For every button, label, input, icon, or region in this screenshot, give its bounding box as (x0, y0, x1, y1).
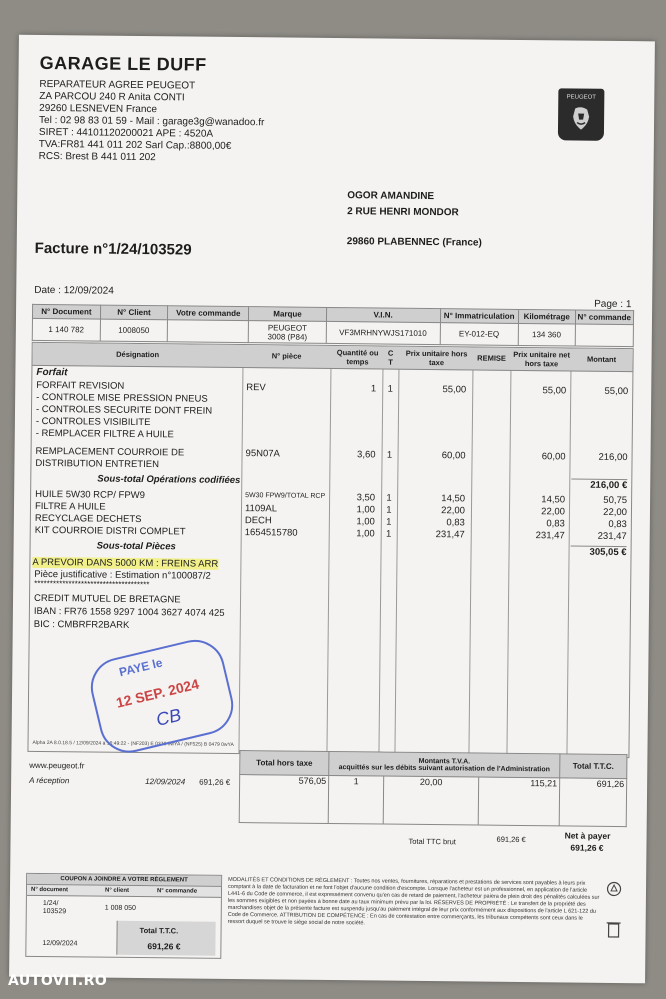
line-net-price: 14,50 (541, 494, 566, 506)
vehicle-brand: PEUGEOT 3008 (P84) (249, 321, 327, 344)
line-designation: REMPLACEMENT COURROIE DE (35, 445, 185, 459)
tva-sublabel: acquittés sur les débits suivant autorisation de l'Administration (338, 763, 550, 773)
total-ttc-label: Total T.T.C. (560, 754, 627, 779)
line-ct: 1 (387, 383, 393, 395)
header-cell: Kilométrage (518, 309, 575, 324)
coupon-date: 12/09/2024 (42, 939, 78, 948)
stamp-label: PAYE le (117, 655, 164, 680)
line-detail: - CONTROLES VISIBILITE (35, 415, 151, 429)
header-cell: Marque (249, 307, 326, 322)
line-net-price: 0,83 (546, 518, 565, 530)
line-unit-price: 22,00 (441, 505, 466, 517)
coupon-order-label: N° commande (156, 888, 198, 895)
total-ttc-value: 691,26 (559, 778, 626, 827)
header-cell: Quantité ou temps (336, 348, 379, 367)
line-net-price: 231,47 (535, 530, 565, 542)
subtotal-label: Sous-total Pièces (96, 540, 176, 553)
client-number: 1008050 (100, 319, 168, 342)
coupon-title: COUPON A JOINDRE A VOTRE RÈGLEMENT (27, 874, 221, 886)
line-amount: 231,47 (597, 530, 627, 543)
header-cell: N° pièce (271, 351, 302, 361)
ttc-brut-label: Total TTC brut (408, 836, 456, 847)
garage-name: GARAGE LE DUFF (39, 52, 207, 75)
line-unit-price: 14,50 (441, 493, 466, 505)
total-ht-label: Total hors taxe (240, 751, 329, 776)
line-designation: HUILE 5W30 RCP/ FPW9 (35, 488, 146, 502)
line-ct: 1 (386, 492, 392, 504)
bank-bic: BIC : CMBRFR2BARK (33, 618, 130, 631)
header-cell: Montant (586, 354, 617, 364)
line-qty: 1,00 (356, 504, 376, 516)
tva-value: 115,21 (478, 777, 559, 826)
garage-line: SIRET : 44101120200021 APE : 4520A (38, 126, 214, 140)
system-footer: Alpha 2A 8.0.18.5 / 12/09/2024 à 16:49:22 - (NF203) E 0376 0wYA / (NF525) B 0479 0wYA (32, 739, 234, 748)
line-amount: 22,00 (603, 506, 628, 519)
coupon-total: 691,26 € (147, 941, 181, 952)
client-city: 29860 PLABENNEC (France) (346, 236, 482, 249)
lion-icon (567, 104, 595, 132)
due-amount: 691,26 € (199, 777, 231, 787)
line-amount: 0,83 (608, 518, 627, 531)
your-order (167, 320, 248, 343)
header-cell: N° commande (575, 310, 634, 325)
tva-code: 1 (328, 775, 383, 824)
line-qty: 3,60 (357, 449, 376, 461)
coupon-doc-label: N° document (30, 886, 69, 894)
line-detail: - REMPLACER FILTRE A HUILE (35, 427, 174, 441)
coupon-total-label: Total T.T.C. (139, 926, 179, 936)
page-number: Page : 1 (594, 298, 632, 311)
bank-name: CREDIT MUTUEL DE BRETAGNE (33, 592, 181, 606)
invoice-date: Date : 12/09/2024 (34, 284, 114, 297)
line-unit-price: 60,00 (441, 450, 466, 462)
header-cell: N° Immatriculation (440, 309, 518, 324)
bin-icon (606, 919, 622, 939)
estimation-note: Pièce justificative : Estimation n°100087/2 (34, 568, 211, 582)
website: www.peugeot.fr (29, 760, 85, 771)
header-cell: Prix unitaire net hors taxe (513, 349, 571, 369)
line-ct: 1 (386, 449, 393, 461)
line-qty: 1 (370, 383, 377, 395)
recycle-icon (606, 881, 622, 897)
header-cell: REMISE (477, 353, 507, 363)
header-cell: Votre commande (168, 306, 249, 321)
coupon-client-label: N° client (104, 887, 130, 894)
peugeot-logo (558, 88, 605, 140)
vehicle-plate: EY-012-EQ (440, 323, 519, 346)
line-ct: 1 (386, 528, 392, 540)
garage-line: ZA PARCOU 240 R Anita CONTI (39, 90, 185, 104)
garage-line: Tel : 02 98 83 01 59 - Mail : garage3g@wanadoo.fr (38, 114, 265, 129)
net-to-pay-value: 691,26 € (570, 842, 604, 853)
line-designation: DISTRIBUTION ENTRETIEN (35, 457, 160, 471)
totals-table (239, 750, 628, 827)
coupon-doc: 1/24/ 103529 (42, 899, 67, 916)
header-cell: Désignation (116, 349, 160, 360)
line-qty: 1,00 (356, 516, 375, 528)
line-ref: DECH (244, 515, 272, 527)
watermark: AUTOVIT.RO (8, 973, 108, 989)
logo-brand: PEUGEOT (566, 94, 597, 101)
tva-rate: 20,00 (383, 776, 478, 825)
header-cell: C T (387, 348, 394, 367)
line-designation: FILTRE A HUILE (34, 500, 106, 513)
vehicle-mileage: 134 360 (518, 323, 575, 346)
separator-stars: ************************************* (34, 578, 150, 590)
line-ct: 1 (386, 504, 392, 516)
payment-coupon (25, 873, 222, 959)
lines-header (32, 343, 632, 372)
subtotal-value: 305,05 € (571, 546, 627, 559)
stamp-date: 12 SEP. 2024 (114, 675, 201, 711)
payment-terms: A réception (29, 775, 70, 786)
line-amount: 50,75 (603, 494, 628, 507)
client-street: 2 RUE HENRI MONDOR (347, 206, 459, 219)
coupon-client: 1 008 050 (104, 904, 136, 912)
line-ref: 1109AL (244, 503, 278, 515)
line-net-price: 55,00 (542, 385, 567, 397)
bank-iban: IBAN : FR76 1558 9297 1004 3627 4074 425 (33, 605, 225, 619)
line-qty: 3,50 (356, 492, 376, 504)
subtotal-label: Sous-total Opérations codifiées (97, 473, 241, 487)
vehicle-table (32, 304, 634, 347)
line-detail: - CONTROLES SECURITE DONT FREIN (35, 403, 213, 417)
header-cell: V.I.N. (326, 307, 440, 322)
section-forfait: Forfait (36, 366, 68, 379)
line-unit-price: 0,83 (446, 517, 465, 529)
line-net-price: 60,00 (541, 451, 566, 463)
line-detail: - CONTROLE MISE PRESSION PNEUS (36, 391, 208, 405)
total-ht-value: 576,05 (239, 775, 328, 824)
garage-line: TVA:FR81 441 011 202 Sarl Cap.:8800,00€ (38, 138, 232, 152)
line-qty: 1,00 (356, 528, 375, 540)
line-ref: 5W30 FPW9/TOTAL RCP (245, 492, 326, 500)
line-designation: KIT COURROIE DISTRI COMPLET (34, 524, 186, 538)
line-ref: 1654515780 (244, 527, 298, 539)
highlighted-note: A PREVOIR DANS 5000 KM : FREINS ARR (32, 556, 219, 570)
line-net-price: 22,00 (541, 506, 566, 518)
net-to-pay-label: Net à payer (564, 830, 611, 841)
header-cell: Prix unitaire hors taxe (405, 348, 468, 368)
garage-line: REPARATEUR AGREE PEUGEOT (39, 78, 196, 92)
header-cell: N° Client (100, 305, 168, 320)
header-cell: N° Document (32, 304, 100, 319)
invoice-paper (9, 35, 655, 984)
line-ref: 95N07A (245, 448, 280, 460)
vehicle-vin: VF3MRHNYWJS171010 (326, 321, 440, 344)
due-date: 12/09/2024 (145, 777, 186, 787)
invoice-title: Facture n°1/24/103529 (34, 239, 192, 259)
stamp-initials: CB (154, 704, 184, 730)
order-number (575, 324, 634, 347)
legal-terms: MODALITÉS ET CONDITIONS DE RÈGLEMENT : Toutes nos ventes, fournitures, réparations et prestations de services sont payables à leurs prix comptant à la date de facturation et ne font l'objet d'aucune condition d'escompte. Lorsque l'acheteur est un professionnel, en application de l'article L441-6 du Code de commerce, il est expressément convenu qu'en cas de retard de paiement, l'acheteur paiera de plein droit des pénalités calculées sur les sommes exigibles et non payées à bonne date au taux minimum prévu par la loi. RÉSERVES DE PROPRIÉTÉ : Le transfert de la propriété des marchandises objet de la présente facture est suspendu jusqu'au paiement intégral de leur prix conformément aux dispositions de l'article L 621-122 du Code de Commerce. ATTRIBUTION DE COMPÉTENCE : En cas de contestation entre commerçants, les tribunaux compétents sont ceux dans le ressort duquel se trouve le siège social de notre société. (227, 876, 600, 927)
line-amount: 216,00 (598, 451, 628, 464)
line-unit-price: 55,00 (442, 384, 467, 396)
garage-line: RCS: Brest B 441 011 202 (38, 150, 156, 164)
garage-line: 29260 LESNEVEN France (39, 102, 158, 116)
line-ref: REV (246, 382, 266, 394)
client-name: OGOR AMANDINE (347, 190, 435, 203)
doc-number: 1 140 782 (32, 318, 100, 341)
line-ct: 1 (386, 516, 392, 528)
line-unit-price: 231,47 (435, 529, 465, 541)
tva-label: Montants T.V.A. (418, 757, 471, 765)
line-designation: RECYCLAGE DECHETS (34, 512, 142, 526)
subtotal-value: 216,00 € (571, 479, 627, 492)
ttc-brut-value: 691,26 € (496, 834, 526, 845)
line-designation: FORFAIT REVISION (36, 379, 125, 392)
line-amount: 55,00 (604, 385, 629, 398)
